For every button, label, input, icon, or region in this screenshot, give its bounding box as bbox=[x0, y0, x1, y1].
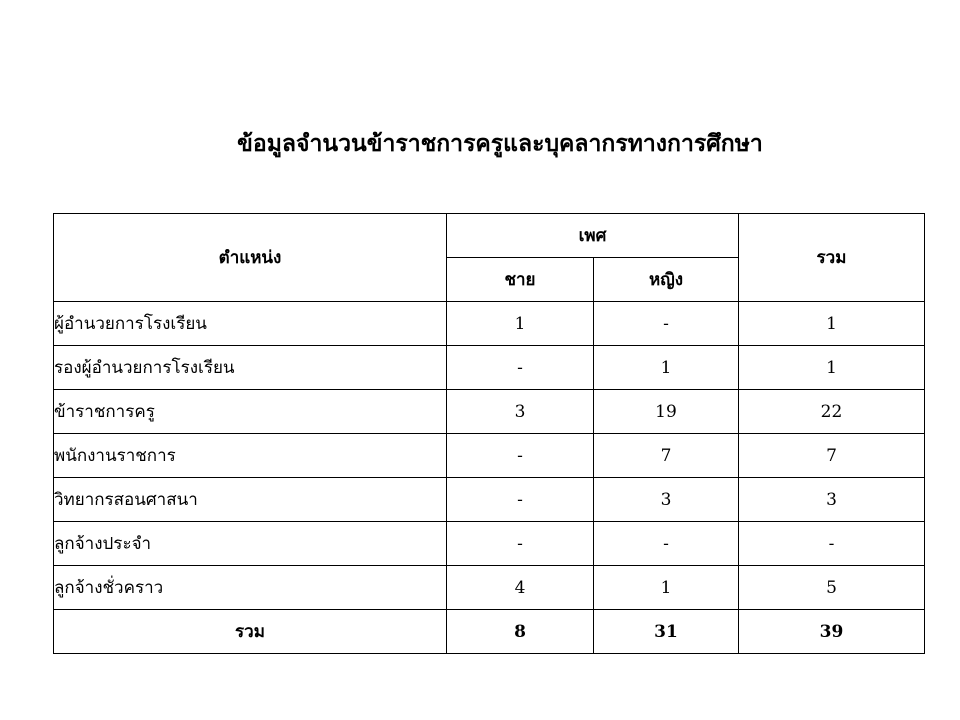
cell-male: 4 bbox=[447, 566, 594, 610]
total-total: 39 bbox=[739, 610, 925, 654]
cell-position: ลูกจ้างประจำ bbox=[54, 522, 447, 566]
cell-total: 1 bbox=[739, 302, 925, 346]
cell-position: ลูกจ้างชั่วคราว bbox=[54, 566, 447, 610]
header-total: รวม bbox=[739, 214, 925, 302]
cell-position: ข้าราชการครู bbox=[54, 390, 447, 434]
cell-male: - bbox=[447, 434, 594, 478]
header-male: ชาย bbox=[447, 258, 594, 302]
cell-male: - bbox=[447, 346, 594, 390]
cell-total: 22 bbox=[739, 390, 925, 434]
cell-total: 3 bbox=[739, 478, 925, 522]
cell-male: - bbox=[447, 522, 594, 566]
cell-position: รองผู้อำนวยการโรงเรียน bbox=[54, 346, 447, 390]
cell-position: ผู้อำนวยการโรงเรียน bbox=[54, 302, 447, 346]
cell-male: 1 bbox=[447, 302, 594, 346]
header-position: ตำแหน่ง bbox=[54, 214, 447, 302]
table-row bbox=[54, 478, 925, 522]
cell-total: 7 bbox=[739, 434, 925, 478]
total-label: รวม bbox=[54, 610, 447, 654]
total-row bbox=[54, 610, 925, 654]
table-row bbox=[54, 302, 925, 346]
cell-female: 3 bbox=[594, 478, 739, 522]
cell-female: - bbox=[594, 522, 739, 566]
table-row bbox=[54, 566, 925, 610]
cell-total: 5 bbox=[739, 566, 925, 610]
cell-male: 3 bbox=[447, 390, 594, 434]
total-female: 31 bbox=[594, 610, 739, 654]
table-row bbox=[54, 346, 925, 390]
cell-female: 1 bbox=[594, 566, 739, 610]
cell-female: - bbox=[594, 302, 739, 346]
table-row bbox=[54, 522, 925, 566]
table-row bbox=[54, 434, 925, 478]
table-row bbox=[54, 390, 925, 434]
header-row-1 bbox=[54, 214, 925, 258]
staff-table bbox=[53, 213, 925, 654]
cell-position: พนักงานราชการ bbox=[54, 434, 447, 478]
header-gender: เพศ bbox=[447, 214, 739, 258]
page-title: ข้อมูลจำนวนข้าราชการครูและบุคลากรทางการศึกษา bbox=[237, 130, 763, 157]
header-female: หญิง bbox=[594, 258, 739, 302]
cell-female: 7 bbox=[594, 434, 739, 478]
cell-total: 1 bbox=[739, 346, 925, 390]
cell-position: วิทยากรสอนศาสนา bbox=[54, 478, 447, 522]
cell-female: 1 bbox=[594, 346, 739, 390]
cell-total: - bbox=[739, 522, 925, 566]
total-male: 8 bbox=[447, 610, 594, 654]
cell-female: 19 bbox=[594, 390, 739, 434]
cell-male: - bbox=[447, 478, 594, 522]
